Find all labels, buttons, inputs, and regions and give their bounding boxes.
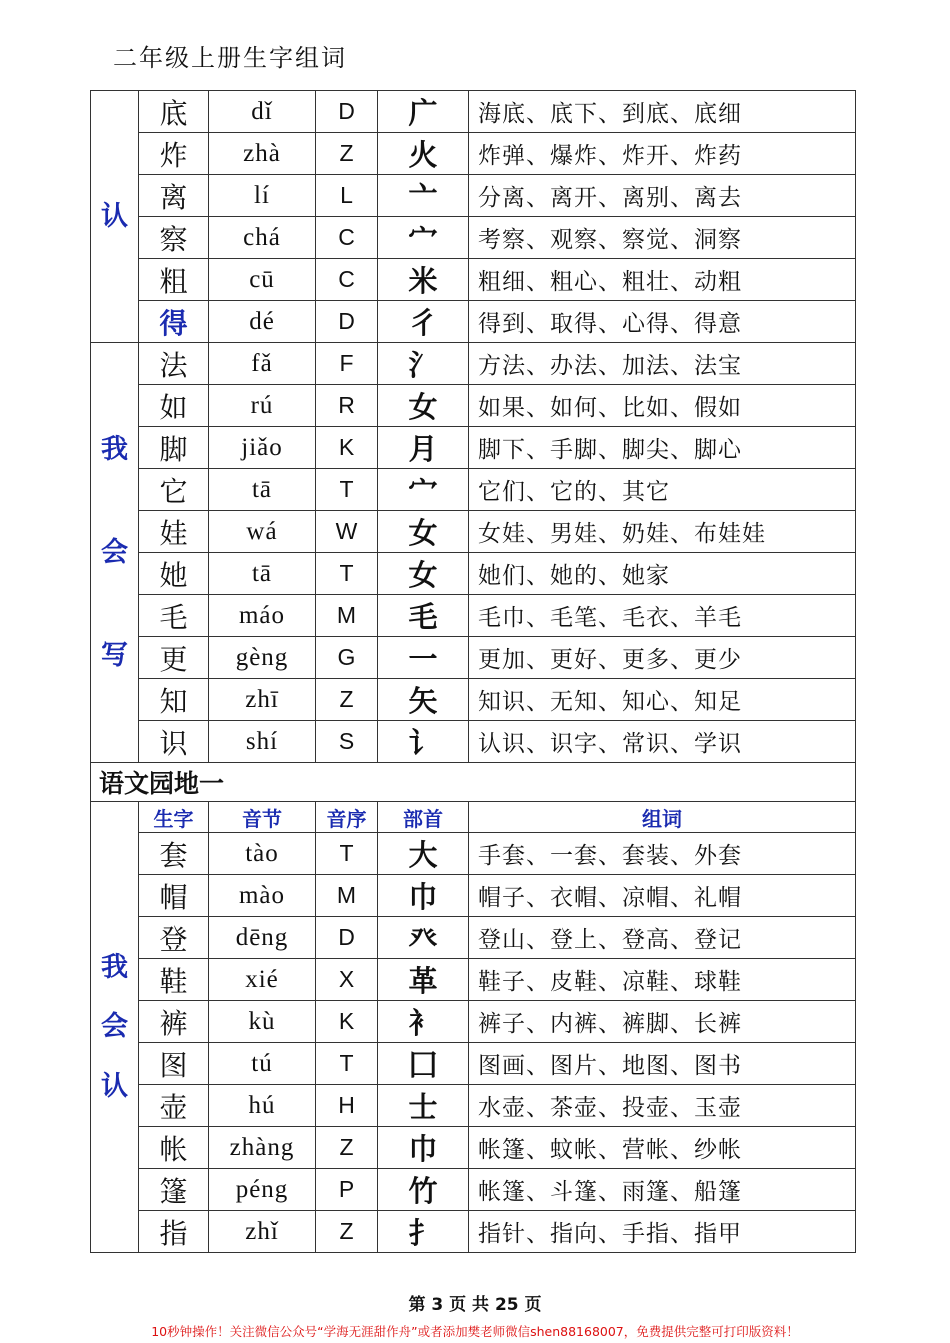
radical-cell: 衤 — [378, 1001, 469, 1043]
index-letter-cell: L — [316, 175, 378, 217]
section-side-label-recognize — [91, 91, 139, 343]
character-cell: 知 — [139, 679, 209, 721]
radical-cell: 女 — [378, 511, 469, 553]
radical-cell: 亠 — [378, 175, 469, 217]
word-group-cell: 脚下、手脚、脚尖、脚心 — [469, 427, 856, 469]
radical-cell: 氵 — [378, 343, 469, 385]
pinyin-cell: tú — [209, 1043, 316, 1085]
index-letter-cell: W — [316, 511, 378, 553]
index-letter-cell: K — [316, 1001, 378, 1043]
pinyin-cell: jiǎo — [209, 427, 316, 469]
table-row — [91, 175, 856, 217]
pinyin-cell: rú — [209, 385, 316, 427]
side-label-char: 我 — [101, 433, 128, 465]
word-group-cell: 炸弹、爆炸、炸开、炸药 — [469, 133, 856, 175]
character-cell: 得 — [139, 301, 209, 343]
pinyin-cell: zhī — [209, 679, 316, 721]
pinyin-cell: fǎ — [209, 343, 316, 385]
character-cell: 她 — [139, 553, 209, 595]
table-row — [91, 917, 856, 959]
word-group-cell: 水壶、茶壶、投壶、玉壶 — [469, 1085, 856, 1127]
pinyin-cell: zhǐ — [209, 1211, 316, 1253]
table-row — [91, 385, 856, 427]
pinyin-cell: péng — [209, 1169, 316, 1211]
radical-cell: 大 — [378, 833, 469, 875]
radical-cell: 火 — [378, 133, 469, 175]
word-group-cell: 认识、识字、常识、学识 — [469, 721, 856, 763]
table-row — [91, 595, 856, 637]
index-letter-cell: H — [316, 1085, 378, 1127]
side-label-char: 会 — [101, 536, 128, 568]
pinyin-cell: shí — [209, 721, 316, 763]
word-group-cell: 帐篷、斗篷、雨篷、船篷 — [469, 1169, 856, 1211]
radical-cell: 扌 — [378, 1211, 469, 1253]
pinyin-cell: cū — [209, 259, 316, 301]
table-row — [91, 469, 856, 511]
table-row — [91, 217, 856, 259]
index-letter-cell: X — [316, 959, 378, 1001]
radical-cell: 米 — [378, 259, 469, 301]
pinyin-cell: zhà — [209, 133, 316, 175]
table-row — [91, 1169, 856, 1211]
word-group-cell: 知识、无知、知心、知足 — [469, 679, 856, 721]
header-row — [91, 802, 856, 833]
table-row — [91, 637, 856, 679]
character-cell: 毛 — [139, 595, 209, 637]
page-footer: 第 3 页 共 25 页 — [408, 1295, 542, 1315]
character-cell: 炸 — [139, 133, 209, 175]
radical-cell: 矢 — [378, 679, 469, 721]
word-group-cell: 图画、图片、地图、图书 — [469, 1043, 856, 1085]
word-group-cell: 女娃、男娃、奶娃、布娃娃 — [469, 511, 856, 553]
radical-cell: 女 — [378, 385, 469, 427]
word-group-cell: 海底、底下、到底、底细 — [469, 91, 856, 133]
table-row — [91, 875, 856, 917]
pinyin-cell: xié — [209, 959, 316, 1001]
table-row — [91, 1085, 856, 1127]
word-group-cell: 帽子、衣帽、凉帽、礼帽 — [469, 875, 856, 917]
table-row — [91, 133, 856, 175]
word-group-cell: 鞋子、皮鞋、凉鞋、球鞋 — [469, 959, 856, 1001]
word-group-cell: 得到、取得、心得、得意 — [469, 301, 856, 343]
pinyin-cell: gèng — [209, 637, 316, 679]
word-group-cell: 帐篷、蚊帐、营帐、纱帐 — [469, 1127, 856, 1169]
radical-cell: 讠 — [378, 721, 469, 763]
radical-cell: 宀 — [378, 469, 469, 511]
index-letter-cell: G — [316, 637, 378, 679]
column-header-words: 组词 — [469, 802, 856, 833]
side-label-char: 写 — [101, 640, 128, 672]
index-letter-cell: Z — [316, 1127, 378, 1169]
column-header-index: 音序 — [316, 802, 378, 833]
index-letter-cell: C — [316, 259, 378, 301]
promo-notice: 10秒钟操作！关注微信公众号“学海无涯甜作舟”或者添加樊老师微信shen88168007，免费提供完整可打印版资料！ — [151, 1324, 799, 1339]
table-row — [91, 959, 856, 1001]
radical-cell: 宀 — [378, 217, 469, 259]
table-row — [91, 343, 856, 385]
pinyin-cell: dé — [209, 301, 316, 343]
radical-cell: 毛 — [378, 595, 469, 637]
radical-cell: 囗 — [378, 1043, 469, 1085]
section-title: 语文园地一 — [91, 763, 856, 802]
pinyin-cell: dēng — [209, 917, 316, 959]
index-letter-cell: D — [316, 917, 378, 959]
column-header-char: 生字 — [139, 802, 209, 833]
pinyin-cell: lí — [209, 175, 316, 217]
character-cell: 察 — [139, 217, 209, 259]
character-cell: 图 — [139, 1043, 209, 1085]
word-group-cell: 它们、它的、其它 — [469, 469, 856, 511]
index-letter-cell: T — [316, 1043, 378, 1085]
table-row — [91, 553, 856, 595]
word-group-cell: 考察、观察、察觉、洞察 — [469, 217, 856, 259]
table-row — [91, 1211, 856, 1253]
character-cell: 指 — [139, 1211, 209, 1253]
index-letter-cell: R — [316, 385, 378, 427]
pinyin-cell: tào — [209, 833, 316, 875]
word-group-cell: 如果、如何、比如、假如 — [469, 385, 856, 427]
column-header-radical: 部首 — [378, 802, 469, 833]
radical-cell: 竹 — [378, 1169, 469, 1211]
section-side-label-write — [91, 343, 139, 763]
table-row — [91, 1127, 856, 1169]
table-row — [91, 259, 856, 301]
index-letter-cell: Z — [316, 133, 378, 175]
radical-cell: 巾 — [378, 1127, 469, 1169]
word-group-cell: 指针、指向、手指、指甲 — [469, 1211, 856, 1253]
index-letter-cell: T — [316, 553, 378, 595]
pinyin-cell: mào — [209, 875, 316, 917]
character-cell: 登 — [139, 917, 209, 959]
index-letter-cell: F — [316, 343, 378, 385]
word-group-cell: 她们、她的、她家 — [469, 553, 856, 595]
index-letter-cell: D — [316, 91, 378, 133]
word-group-cell: 毛巾、毛笔、毛衣、羊毛 — [469, 595, 856, 637]
pinyin-cell: hú — [209, 1085, 316, 1127]
character-cell: 更 — [139, 637, 209, 679]
table-row — [91, 679, 856, 721]
character-cell: 如 — [139, 385, 209, 427]
document-title: 二年级上册生字组词 — [113, 44, 347, 72]
radical-cell: 月 — [378, 427, 469, 469]
index-letter-cell: M — [316, 875, 378, 917]
character-cell: 鞋 — [139, 959, 209, 1001]
character-cell: 脚 — [139, 427, 209, 469]
word-group-cell: 方法、办法、加法、法宝 — [469, 343, 856, 385]
index-letter-cell: K — [316, 427, 378, 469]
table-row — [91, 721, 856, 763]
table-row — [91, 1043, 856, 1085]
index-letter-cell: C — [316, 217, 378, 259]
pinyin-cell: wá — [209, 511, 316, 553]
index-letter-cell: T — [316, 833, 378, 875]
table-row — [91, 1001, 856, 1043]
radical-cell: 癶 — [378, 917, 469, 959]
pinyin-cell: kù — [209, 1001, 316, 1043]
character-cell: 套 — [139, 833, 209, 875]
word-group-cell: 粗细、粗心、粗壮、动粗 — [469, 259, 856, 301]
character-cell: 底 — [139, 91, 209, 133]
pinyin-cell: dǐ — [209, 91, 316, 133]
radical-cell: 巾 — [378, 875, 469, 917]
side-label-char: 认 — [101, 200, 128, 232]
word-group-cell: 手套、一套、套装、外套 — [469, 833, 856, 875]
index-letter-cell: D — [316, 301, 378, 343]
column-header-pinyin: 音节 — [209, 802, 316, 833]
table-row — [91, 833, 856, 875]
pinyin-cell: chá — [209, 217, 316, 259]
character-cell: 识 — [139, 721, 209, 763]
word-group-cell: 登山、登上、登高、登记 — [469, 917, 856, 959]
word-group-cell: 分离、离开、离别、离去 — [469, 175, 856, 217]
character-cell: 裤 — [139, 1001, 209, 1043]
character-cell: 娃 — [139, 511, 209, 553]
index-letter-cell: M — [316, 595, 378, 637]
index-letter-cell: P — [316, 1169, 378, 1211]
character-cell: 帐 — [139, 1127, 209, 1169]
section-title-row — [91, 763, 856, 802]
character-cell: 法 — [139, 343, 209, 385]
table-row — [91, 427, 856, 469]
table-row — [91, 511, 856, 553]
index-letter-cell: T — [316, 469, 378, 511]
pinyin-cell: máo — [209, 595, 316, 637]
index-letter-cell: S — [316, 721, 378, 763]
character-cell: 它 — [139, 469, 209, 511]
character-cell: 篷 — [139, 1169, 209, 1211]
table-row — [91, 301, 856, 343]
character-cell: 壶 — [139, 1085, 209, 1127]
character-cell: 粗 — [139, 259, 209, 301]
radical-cell: 女 — [378, 553, 469, 595]
radical-cell: 革 — [378, 959, 469, 1001]
table-row — [91, 91, 856, 133]
radical-cell: 广 — [378, 91, 469, 133]
side-label-char: 认 — [101, 1070, 128, 1102]
side-label-char: 会 — [101, 1011, 128, 1043]
radical-cell: 一 — [378, 637, 469, 679]
word-group-cell: 更加、更好、更多、更少 — [469, 637, 856, 679]
pinyin-cell: tā — [209, 469, 316, 511]
index-letter-cell: Z — [316, 679, 378, 721]
word-group-cell: 裤子、内裤、裤脚、长裤 — [469, 1001, 856, 1043]
radical-cell: 士 — [378, 1085, 469, 1127]
pinyin-cell: zhàng — [209, 1127, 316, 1169]
pinyin-cell: tā — [209, 553, 316, 595]
character-cell: 帽 — [139, 875, 209, 917]
character-cell: 离 — [139, 175, 209, 217]
radical-cell: 彳 — [378, 301, 469, 343]
vocabulary-table — [90, 90, 856, 1253]
section-side-label-recognize-2 — [91, 802, 139, 1253]
index-letter-cell: Z — [316, 1211, 378, 1253]
side-label-char: 我 — [101, 952, 128, 984]
